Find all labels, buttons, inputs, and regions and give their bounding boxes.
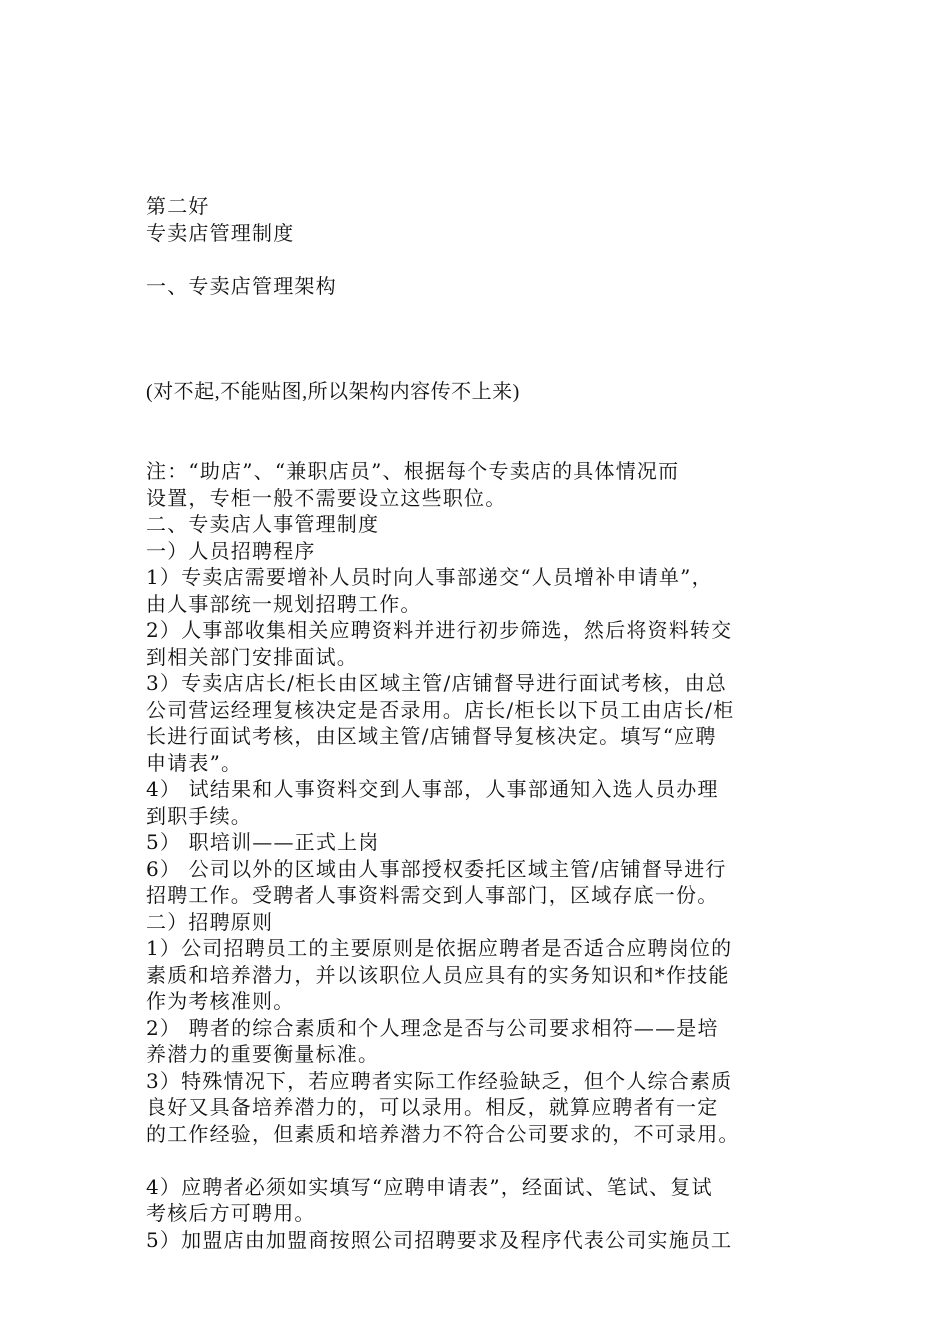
paragraph-line: 6） 公司以外的区域由人事部授权委托区域主管/店铺督导进行 — [146, 856, 727, 881]
paragraph-line: 由人事部统一规划招聘工作。 — [146, 591, 422, 616]
spacer — [146, 352, 816, 379]
section-heading-1: 一、专卖店管理架构 — [146, 273, 337, 298]
paragraph-line: 3）专卖店店长/柜长由区域主管/店铺督导进行面试考核，由总 — [146, 671, 728, 695]
section-heading-2: 二、专卖店人事管理制度 — [146, 512, 380, 536]
paragraph-line: 招聘工作。受聘者人事资料需交到人事部门，区域存底一份。 — [146, 883, 719, 907]
image-placeholder-note: (对不起,不能贴图,所以架构内容传不上来) — [146, 380, 520, 403]
paragraph-line: 1）公司招聘员工的主要原则是依据应聘者是否适合应聘岗位的 — [146, 936, 733, 960]
paragraph-line: 5）加盟店由加盟商按照公司招聘要求及程序代表公司实施员工 — [146, 1227, 733, 1252]
doc-heading-1: 第二好 — [146, 194, 210, 218]
paragraph-line: 设置，专柜一般不需要设立这些职位。 — [146, 485, 507, 510]
paragraph-line: 5） 职培训——正式上岗 — [146, 830, 380, 854]
paragraph-line: 4）应聘者必须如实填写“应聘申请表”，经面试、笔试、复试 — [146, 1174, 713, 1199]
paragraph-line: 素质和培养潜力，并以该职位人员应具有的实务知识和*作技能 — [146, 962, 730, 987]
paragraph-line: 3）特殊情况下，若应聘者实际工作经验缺乏，但个人综合素质 — [146, 1068, 733, 1093]
spacer — [146, 405, 816, 458]
paragraph-line: 良好又具备培养潜力的，可以录用。相反，就算应聘者有一定 — [146, 1095, 719, 1119]
paragraph-line: 注：“助店”、“兼职店员”、根据每个专卖店的具体情况而 — [146, 459, 680, 483]
subsection-heading: 一）人员招聘程序 — [146, 538, 316, 563]
paragraph-line: 2） 聘者的综合素质和个人理念是否与公司要求相符——是培 — [146, 1015, 719, 1040]
paragraph-line: 到职手续。 — [146, 803, 252, 828]
paragraph-line: 养潜力的重要衡量标准。 — [146, 1042, 380, 1066]
paragraph-line: 2）人事部收集相关应聘资料并进行初步筛选，然后将资料转交 — [146, 618, 733, 642]
paragraph-line: 考核后方可聘用。 — [146, 1201, 316, 1225]
paragraph-line: 申请表”。 — [146, 750, 243, 775]
paragraph-line: 4） 试结果和人事资料交到人事部，人事部通知入选人员办理 — [146, 777, 719, 801]
paragraph-line: 的工作经验，但素质和培养潜力不符合公司要求的，不可录用。 — [146, 1121, 740, 1146]
spacer — [146, 299, 816, 352]
paragraph-line: 到相关部门安排面试。 — [146, 644, 358, 669]
doc-title: 专卖店管理制度 — [146, 220, 295, 245]
spacer — [146, 1147, 816, 1174]
paragraph-line: 公司营运经理复核决定是否录用。店长/柜长以下员工由店长/柜 — [146, 697, 735, 722]
subsection-heading: 二）招聘原则 — [146, 909, 274, 934]
document-body — [146, 193, 816, 1253]
paragraph-line: 作为考核准则。 — [146, 989, 295, 1013]
paragraph-line: 长进行面试考核，由区域主管/店铺督导复核决定。填写“应聘 — [146, 724, 717, 748]
paragraph-line: 1）专卖店需要增补人员时向人事部递交“人员增补申请单”， — [146, 565, 713, 589]
spacer — [146, 246, 816, 273]
